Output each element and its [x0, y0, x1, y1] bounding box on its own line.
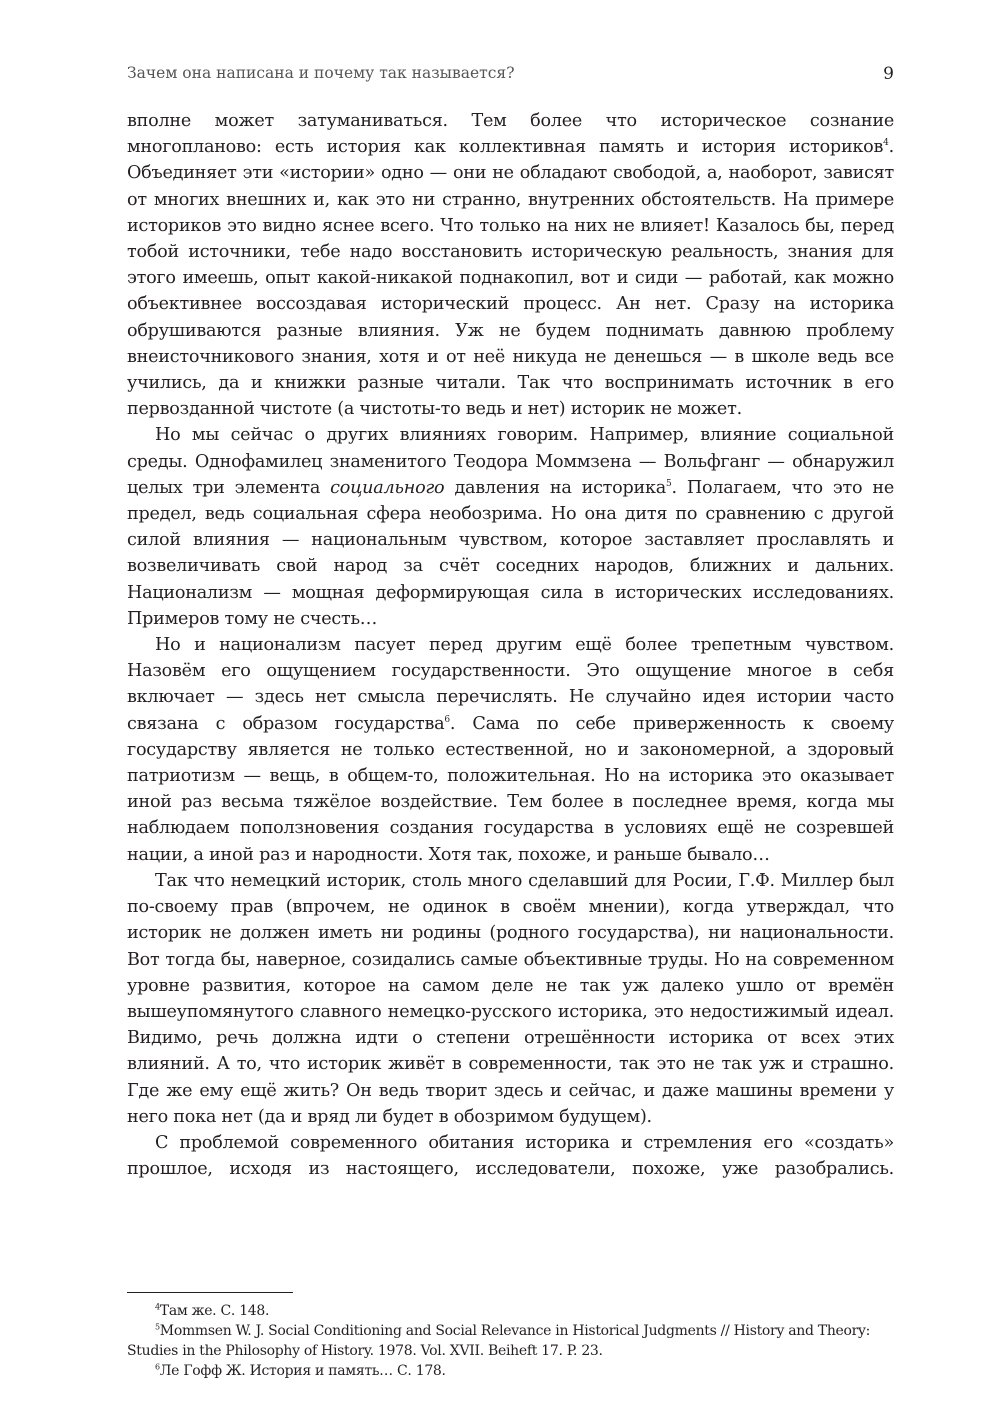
running-title: Зачем она написана и почему так называется? — [127, 64, 515, 82]
book-page — [127, 64, 894, 1379]
paragraph: Так что немецкий историк, столь много сделавший для Росии, Г.Ф. Миллер был по-своему прав (впрочем, не одинок в своём мнении), когда утверждал, что историк не должен иметь ни родины (родного государства), ни национальности. Вот тогда бы, наверное, созидались самые объективные труды. Но на современном уровне развития, которое на самом деле не так уж далеко ушло от времён вышеупомянутого славного немецко-русского историка, это недостижимый идеал. Видимо, речь должна идти о степени отрешённости историка от всех этих влияний. А то, что историк живёт в современности, так это не так уж и страшно. Где же ему ещё жить? Он ведь творит здесь и сейчас, и даже машины времени у него пока нет (да и вряд ли будет в обозримом будущем). — [127, 870, 894, 1127]
footnote-ref: 5 — [665, 478, 672, 489]
paragraph: Но мы сейчас о других влияниях говорим. Например, влияние социальной среды. Однофамилец знаменитого Теодора Моммзена — Вольфганг — обнаружил целых три элемента социального давления на историка$^5$. Полагаем, что это не предел, ведь социальная сфера необозрима. Но она дитя по сравнению с другой силой влияния — национальным чувством, которое заставляет прославлять и возвеличивать свой народ за счёт соседних народов, ближних и дальних. Национализм — мощная деформирующая сила в исторических исследованиях. Примеров тому не счесть… — [127, 425, 894, 629]
footnote: $^6$Ле Гофф Ж. История и память… С. 178. — [155, 1362, 446, 1379]
paragraph: вполне может затуманиваться. Тем более что историческое сознание многопланово: есть история как коллективная память и история историков$^4$. Объединяет эти «истории» одно — они не обладают свободой, а, наоборот, зависят от многих внешних и, как это ни странно, внутренних обстоятельств. На примере историков это видно яснее всего. Что только на них не влияет! Казалось бы, перед тобой источники, тебе надо восстановить историческую реальность, знания для этого имеешь, опыт какой-никакой поднакопил, вот и сиди — работай, как можно объективнее воссоздавая исторический процесс. Ан нет. Сразу на историка обрушиваются разные влияния. Уж не будем поднимать давнюю проблему внеисточникового знания, хотя и от неё никуда не денешься — в школе ведь все учились, да и книжки разные читали. Так что воспринимать источник в его первозданной чистоте (а чистоты-то ведь и нет) историк не может. — [127, 111, 894, 420]
emphasis: социального — [330, 477, 445, 498]
page-number: 9 — [883, 64, 894, 84]
footnote: $^5$Mommsen W. J. Social Conditioning and Social Relevance in Historical Judgments // History and Theory: Studies in the Philosophy of History. 1978. Vol. XVII. Beiheft 17. P. 23. — [127, 1322, 871, 1359]
paragraph: С проблемой современного обитания историка и стремления его «создать» прошлое, исходя из настоящего, исследователи, похоже, уже разобрались. — [127, 1132, 894, 1180]
footnote: $^4$Там же. С. 148. — [155, 1302, 270, 1319]
footnote-ref: 6 — [444, 714, 450, 725]
footnotes — [127, 1301, 894, 1381]
running-header — [127, 64, 894, 94]
main-text — [127, 108, 894, 1182]
footnote-ref: 4 — [883, 138, 889, 149]
paragraph: Но и национализм пасует перед другим ещё более трепетным чувством. Назовём его ощущением государственности. Это ощущение многое в себя включает — здесь нет смысла перечислять. Не случайно идея истории часто связана с образом государства$^6$. Сама по себе приверженность к своему государству является не только естественной, но и закономерной, а здоровый патриотизм — вещь, в общем-то, положительная. Но на историка это оказывает иной раз весьма тяжёлое воздействие. Тем более в последнее время, когда мы наблюдаем поползновения создания государства в условиях ещё не созревшей нации, а иной раз и народности. Хотя так, похоже, и раньше бывало… — [127, 635, 894, 865]
footnote-separator — [127, 1292, 293, 1293]
